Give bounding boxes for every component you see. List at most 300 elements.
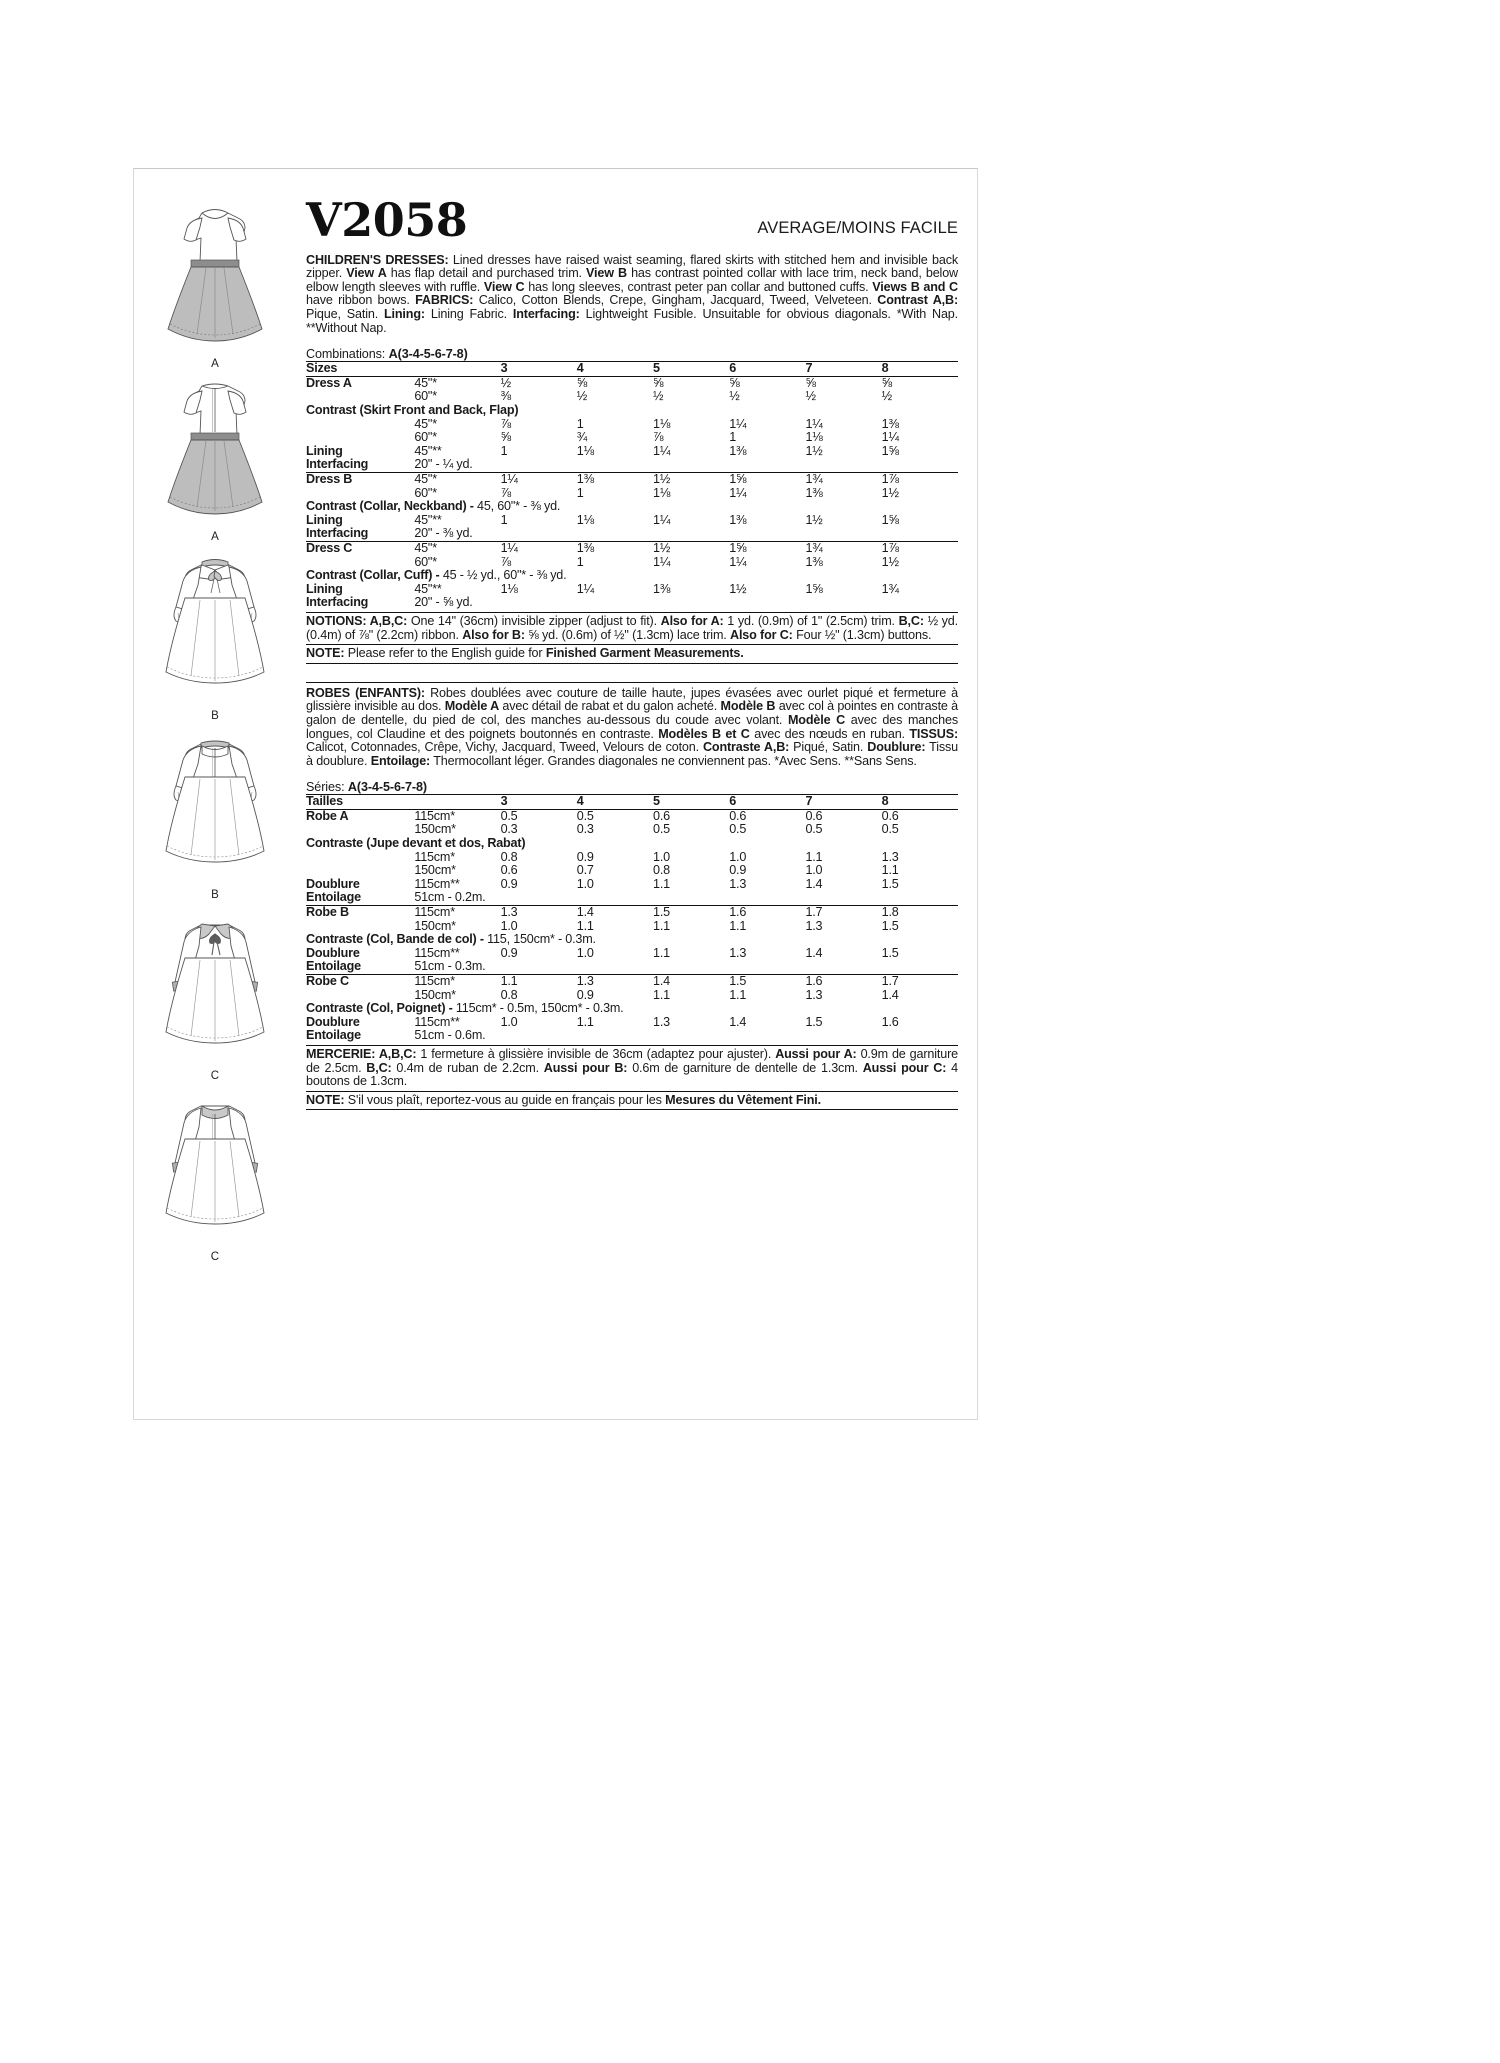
row-label: Dress B <box>306 472 353 486</box>
column-header-size-3: 3 <box>500 794 508 809</box>
row-value: 1¼ <box>729 485 747 500</box>
row-value <box>653 458 729 472</box>
row-value: 1 <box>500 443 508 458</box>
dress-b-front-drawing <box>140 543 290 709</box>
row-value: 1¼ <box>729 416 747 431</box>
row-value: 0.8 <box>500 849 518 864</box>
row-value <box>805 1029 881 1043</box>
row-fabric-width: 45"** <box>414 581 442 596</box>
table-row <box>306 989 958 1003</box>
row-value <box>501 527 577 541</box>
row-value: ⅞ <box>500 554 511 569</box>
view-label-a-front: A <box>211 358 219 370</box>
row-fabric-width: 45"** <box>414 512 442 527</box>
illustration-column <box>134 169 296 1419</box>
row-value: 1.0 <box>500 918 518 933</box>
row-value: 1¼ <box>500 472 518 486</box>
row-value: 1.0 <box>653 849 670 864</box>
dress-a-front-drawing <box>140 197 290 357</box>
dress-a-back-drawing <box>140 370 290 530</box>
row-value <box>653 596 729 610</box>
note-english: NOTE: Please refer to the English guide for Finished Garment Measurements. <box>306 644 958 664</box>
row-value: 0.9 <box>576 987 594 1002</box>
view-illustration-b-back <box>134 722 296 901</box>
dress-c-front-drawing <box>140 901 290 1069</box>
row-value: ½ <box>500 375 511 390</box>
row-fabric-width: 115cm** <box>414 945 460 960</box>
table-row <box>306 1016 958 1030</box>
table-row <box>306 376 958 390</box>
row-value: 1.3 <box>881 849 899 864</box>
row-fabric-width: 60"* <box>414 389 437 404</box>
row-value: 1.1 <box>653 987 670 1002</box>
column-header-width <box>414 362 500 377</box>
row-value: 1.4 <box>805 876 823 891</box>
row-fabric-width: 20" - ⅝ yd. <box>414 595 473 610</box>
dress-b-back-drawing <box>140 722 290 888</box>
span-row-text: Contrast (Collar, Neckband) - 45, 60"* - ⅜ yd. <box>306 499 561 514</box>
row-value: 1⅛ <box>576 443 594 458</box>
row-value: 1.4 <box>881 987 899 1002</box>
table-row <box>306 418 958 432</box>
row-value: 0.5 <box>881 822 899 837</box>
pattern-envelope-back <box>133 168 978 1420</box>
row-label: Interfacing <box>306 595 369 610</box>
row-value: 1.1 <box>805 849 823 864</box>
english-description: CHILDREN'S DRESSES: Lined dresses have raised waist seaming, flared skirts with stitched hem and invisible back zipper. View A has flap detail and purchased trim. View B has contrast pointed collar with lace trim, neck band, below elbow length sleeves with ruffle. View C has long sleeves, contrast peter pan collar and buttoned cuffs. Views B and C have ribbon bows. FABRICS: Calico, Cotton Blends, Crepe, Gingham, Jacquard, Tweed, Velveteen. Contrast A,B: Pique, Satin. Lining: Lining Fabric. Interfacing: Lightweight Fusible. Unsuitable for obvious diagonals. *With Nap. **Without Nap. <box>306 252 959 335</box>
column-header-size-7: 7 <box>805 361 813 376</box>
row-value: 1¾ <box>881 581 899 596</box>
table-row <box>306 556 958 570</box>
row-value <box>501 1029 577 1043</box>
row-value: 0.5 <box>729 822 747 837</box>
row-fabric-width: 150cm* <box>414 822 456 837</box>
row-value: 1 <box>576 416 584 431</box>
row-value: 0.8 <box>653 863 670 878</box>
row-value: 1¼ <box>729 554 747 569</box>
row-label <box>306 487 414 501</box>
row-value: 1.0 <box>805 863 823 878</box>
row-label <box>306 864 414 878</box>
row-value: 1.3 <box>576 974 594 988</box>
dress-c-back-drawing <box>140 1082 290 1250</box>
note-french: NOTE: S'il vous plaît, reportez-vous au guide en français pour les Mesures du Vêtement Fini. <box>306 1091 958 1111</box>
notions-english: NOTIONS: A,B,C: One 14" (36cm) invisible zipper (adjust to fit). Also for A: 1 yd. (0.9m) of 1" (2.5cm) trim. B,C: ½ yd. (0.4m) of ⅞" (2.2cm) ribbon. Also for B: ⅝ yd. (0.6m) of ½" (1.3cm) lace trim. Also for C: Four ½" (1.3cm) buttons. <box>306 613 958 642</box>
row-label: Interfacing <box>306 526 369 541</box>
table-row <box>306 809 958 823</box>
row-value: 0.6 <box>805 808 823 823</box>
row-value: 0.6 <box>500 863 518 878</box>
row-value: 0.6 <box>653 808 670 823</box>
view-label-a-back: A <box>211 531 219 543</box>
column-header-size-6: 6 <box>729 361 737 376</box>
column-header-size-8: 8 <box>881 361 889 376</box>
row-value: ½ <box>805 389 816 404</box>
row-label: Doublure <box>306 1014 360 1029</box>
row-value: 1.1 <box>729 918 747 933</box>
row-fabric-width: 45"* <box>414 375 437 390</box>
row-fabric-width: 115cm** <box>414 1014 460 1029</box>
row-label <box>306 851 414 865</box>
row-value: ½ <box>881 389 892 404</box>
row-value: 1½ <box>881 554 899 569</box>
row-value: 1⅝ <box>881 512 899 527</box>
row-value <box>882 1029 958 1043</box>
view-label-b-front: B <box>211 710 219 722</box>
row-value: ⅝ <box>500 430 511 445</box>
english-yardage-table <box>306 361 958 610</box>
row-fabric-width: 45"* <box>414 416 437 431</box>
view-label-c-front: C <box>210 1070 220 1082</box>
row-value: ⅝ <box>805 375 816 390</box>
row-value: 1⅞ <box>881 540 899 555</box>
row-value <box>501 960 577 974</box>
row-value <box>882 596 958 610</box>
row-value <box>805 458 881 472</box>
row-value: 0.6 <box>881 808 899 823</box>
content-column <box>306 193 959 1110</box>
row-value: 1¾ <box>805 540 823 555</box>
row-label: Entoilage <box>306 959 361 974</box>
row-value: 1½ <box>653 540 671 555</box>
row-value: 1.0 <box>729 849 747 864</box>
table-header-row <box>306 362 958 377</box>
table-row <box>306 541 958 555</box>
column-header-size-5: 5 <box>653 361 660 376</box>
row-value: 1.1 <box>653 945 670 960</box>
row-value: 0.9 <box>729 863 747 878</box>
column-header-size-3: 3 <box>500 361 508 376</box>
row-value: 1.4 <box>729 1014 747 1029</box>
row-value <box>882 891 958 905</box>
span-row-text: Contraste (Jupe devant et dos, Rabat) <box>306 836 526 851</box>
row-value: 1.6 <box>729 905 747 920</box>
table-row <box>306 431 958 445</box>
row-value <box>653 1029 729 1043</box>
row-fabric-width: 60"* <box>414 554 437 569</box>
column-header-label: Sizes <box>306 361 338 376</box>
row-value: 1½ <box>653 472 671 486</box>
row-value: 1¼ <box>653 443 671 458</box>
row-value: 1⅝ <box>881 443 899 458</box>
row-fabric-width: 60"* <box>414 430 437 445</box>
row-value <box>729 891 805 905</box>
table-row <box>306 891 958 905</box>
row-fabric-width: 115cm* <box>414 974 455 988</box>
row-value: 1.1 <box>881 863 899 878</box>
row-value <box>729 458 805 472</box>
table-span-row <box>306 404 958 418</box>
column-header-size-4: 4 <box>576 361 584 376</box>
row-value <box>577 1029 653 1043</box>
row-value: 1⅜ <box>729 512 747 527</box>
row-value: 0.5 <box>576 808 594 823</box>
table-row <box>306 527 958 541</box>
column-header-size-5: 5 <box>653 794 660 809</box>
row-value: 1.1 <box>500 974 518 988</box>
row-label <box>306 390 414 404</box>
view-label-c-back: C <box>210 1251 220 1263</box>
table-span-row <box>306 933 958 947</box>
row-value <box>882 527 958 541</box>
row-value: ⅝ <box>653 375 664 390</box>
view-illustration-a-front <box>134 197 296 370</box>
column-header-size-7: 7 <box>805 794 813 809</box>
row-label <box>306 823 414 837</box>
view-illustration-c-back <box>134 1082 296 1263</box>
row-value <box>577 596 653 610</box>
row-value <box>882 458 958 472</box>
row-value: 1.6 <box>881 1014 899 1029</box>
table-row <box>306 487 958 501</box>
row-label: Dress A <box>306 375 352 390</box>
row-value: 1.4 <box>653 974 670 988</box>
row-fabric-width: 60"* <box>414 485 437 500</box>
table-row <box>306 583 958 597</box>
row-value: 1¼ <box>653 554 671 569</box>
row-value: 1.3 <box>729 945 747 960</box>
table-span-row <box>306 569 958 583</box>
table-span-row <box>306 1002 958 1016</box>
row-value: 1.5 <box>653 905 670 920</box>
row-value: 1.1 <box>653 918 670 933</box>
table-row <box>306 390 958 404</box>
row-value: ⅞ <box>500 485 511 500</box>
row-value: 1.0 <box>576 945 594 960</box>
table-row <box>306 878 958 892</box>
row-fabric-width: 150cm* <box>414 863 456 878</box>
table-row <box>306 445 958 459</box>
french-description: ROBES (ENFANTS): Robes doublées avec couture de taille haute, jupes évasées avec ourlet piqué et fermeture à glissière invisible au dos. Modèle A avec détail de rabat et du galon acheté. Modèle B avec col à pointes en contraste à galon de dentelle, du pied de col, des manches au-dessous du coude avec volant. Modèle C avec des manches longues, col Claudine et des poignets boutonnés en contraste. Modèles B et C avec des nœuds en ruban. TISSUS: Calicot, Cotonnades, Crêpe, Vichy, Jacquard, Tweed, Velours de coton. Contraste A,B: Piqué, Satin. Doublure: Tissu à doublure. Entoilage: Thermocollant léger. Grandes diagonales ne conviennent pas. *Avec Sens. **Sans Sens. <box>306 682 958 769</box>
row-value: 1⅞ <box>881 472 899 486</box>
row-value: 1.1 <box>653 876 670 891</box>
row-value <box>805 527 881 541</box>
row-value: 1⅛ <box>653 485 671 500</box>
series-value: A(3-4-5-6-7-8) <box>347 780 427 795</box>
view-illustration-a-back <box>134 370 296 543</box>
row-value: 1.5 <box>805 1014 823 1029</box>
row-value: 0.5 <box>653 822 670 837</box>
row-fabric-width: 20" - ¼ yd. <box>414 457 473 472</box>
table-row <box>306 596 958 610</box>
row-fabric-width: 150cm* <box>414 918 456 933</box>
column-header-label: Tailles <box>306 794 343 809</box>
column-header-size-4: 4 <box>576 794 584 809</box>
row-value: 1.5 <box>881 876 899 891</box>
row-value: ½ <box>729 389 740 404</box>
row-label <box>306 556 414 570</box>
combinations-line <box>306 347 958 361</box>
row-value: 0.7 <box>576 863 594 878</box>
row-value: 1.4 <box>805 945 823 960</box>
row-value: 0.9 <box>500 945 518 960</box>
row-value <box>653 960 729 974</box>
row-value: 0.5 <box>805 822 823 837</box>
row-value: 1⅛ <box>500 581 518 596</box>
table-row <box>306 473 958 487</box>
row-value <box>577 527 653 541</box>
table-row <box>306 1029 958 1043</box>
row-value: 0.9 <box>500 876 518 891</box>
row-label: Robe A <box>306 808 349 823</box>
row-value: 1 <box>500 512 508 527</box>
row-value: 1¼ <box>653 512 671 527</box>
row-value <box>653 527 729 541</box>
row-value: 1.5 <box>881 945 899 960</box>
series-line <box>306 780 958 794</box>
row-label <box>306 418 414 432</box>
span-row-text: Contrast (Collar, Cuff) - 45 - ½ yd., 60"* - ⅜ yd. <box>306 568 567 583</box>
row-value: 1.0 <box>576 876 594 891</box>
row-value <box>577 960 653 974</box>
table-row <box>306 947 958 961</box>
row-value: 1⅝ <box>805 581 823 596</box>
row-label: Entoilage <box>306 1028 361 1043</box>
row-value <box>805 596 881 610</box>
row-label: Entoilage <box>306 890 361 905</box>
row-value <box>653 891 729 905</box>
row-label <box>306 920 414 934</box>
table-row <box>306 458 958 472</box>
table-header-row <box>306 795 958 810</box>
row-value: ⅝ <box>576 375 588 390</box>
row-value: ⅝ <box>729 375 740 390</box>
row-label: Doublure <box>306 876 360 891</box>
row-value: 0.6 <box>729 808 747 823</box>
view-illustration-b-front <box>134 543 296 722</box>
row-value: 1⅜ <box>576 540 594 555</box>
row-value: 1⅝ <box>729 540 747 555</box>
row-value: 1¼ <box>500 540 518 555</box>
row-value <box>882 960 958 974</box>
span-row-text: Contraste (Col, Poignet) - 115cm* - 0.5m, 150cm* - 0.3m. <box>306 1001 624 1016</box>
row-fabric-width: 45"** <box>414 443 442 458</box>
row-value <box>577 458 653 472</box>
row-fabric-width: 51cm - 0.6m. <box>414 1028 486 1043</box>
row-label: Lining <box>306 443 343 458</box>
row-value: 1⅜ <box>653 581 671 596</box>
view-illustration-c-front <box>134 901 296 1082</box>
row-value: 1.1 <box>576 918 594 933</box>
row-value: 1⅜ <box>805 485 823 500</box>
row-label: Lining <box>306 512 343 527</box>
row-value: 1.1 <box>729 987 747 1002</box>
table-row <box>306 975 958 989</box>
row-value: 0.9 <box>576 849 594 864</box>
row-value <box>501 891 577 905</box>
row-value: 1⅝ <box>729 472 747 486</box>
row-label: Interfacing <box>306 457 369 472</box>
row-value: 1⅜ <box>729 443 747 458</box>
row-value: 1.3 <box>653 1014 670 1029</box>
notions-french: MERCERIE: A,B,C: 1 fermeture à glissière invisible de 36cm (adaptez pour ajuster). Aussi pour A: 0.9m de garniture de 2.5cm. B,C: 0.4m de ruban de 2.2cm. Aussi pour B: 0.6m de garniture de dentelle de 1.3cm. Aussi pour C: 4 boutons de 1.3cm. <box>306 1046 959 1089</box>
row-value: 1.6 <box>805 974 823 988</box>
row-value: 1 <box>576 554 584 569</box>
row-value: 1.5 <box>729 974 747 988</box>
row-value <box>729 1029 805 1043</box>
row-value: 1⅛ <box>653 416 671 431</box>
header-row <box>306 193 958 247</box>
row-fabric-width: 150cm* <box>414 987 456 1002</box>
row-value: 1⅛ <box>805 430 823 445</box>
row-value <box>729 527 805 541</box>
difficulty-label: AVERAGE/MOINS FACILE <box>757 218 958 237</box>
row-label: Robe B <box>306 905 349 920</box>
row-value: ⅞ <box>500 416 511 431</box>
row-value: ⅞ <box>653 430 664 445</box>
table-row <box>306 514 958 528</box>
table-row <box>306 920 958 934</box>
row-value: 1¼ <box>805 416 823 431</box>
table-row <box>306 960 958 974</box>
row-value: 1.3 <box>500 905 518 920</box>
combinations-label: Combinations: <box>306 347 386 362</box>
row-value: 1.5 <box>881 918 899 933</box>
row-label: Lining <box>306 581 343 596</box>
combinations-value: A(3-4-5-6-7-8) <box>388 347 468 362</box>
row-value: 1.4 <box>576 905 594 920</box>
english-yardage-body <box>306 362 958 610</box>
row-value: 1¼ <box>576 581 594 596</box>
row-value <box>577 891 653 905</box>
row-value: 1½ <box>805 512 823 527</box>
row-value: 1.8 <box>881 905 899 920</box>
column-header-width <box>414 795 500 810</box>
row-value: 1.7 <box>805 905 823 920</box>
row-value <box>805 960 881 974</box>
table-span-row <box>306 837 958 851</box>
row-label <box>306 989 414 1003</box>
row-value: 1¾ <box>805 472 823 486</box>
row-value: 1.3 <box>805 918 823 933</box>
row-fabric-width: 115cm* <box>414 849 455 864</box>
row-label: Doublure <box>306 945 360 960</box>
table-row <box>306 864 958 878</box>
span-row-text: Contrast (Skirt Front and Back, Flap) <box>306 403 519 418</box>
row-value: 0.3 <box>576 822 594 837</box>
row-value: ½ <box>653 389 664 404</box>
row-value: ⅝ <box>881 375 892 390</box>
row-label: Dress C <box>306 540 353 555</box>
row-value: 1⅛ <box>576 512 594 527</box>
column-header-size-6: 6 <box>729 794 737 809</box>
row-value: 1⅜ <box>881 416 899 431</box>
row-value <box>501 596 577 610</box>
row-fabric-width: 51cm - 0.3m. <box>414 959 486 974</box>
table-row <box>306 851 958 865</box>
row-value: ¾ <box>576 430 588 445</box>
french-yardage-body <box>306 795 958 1043</box>
row-fabric-width: 45"* <box>414 472 437 486</box>
row-value: 1.7 <box>881 974 899 988</box>
page-title: V2058 <box>306 193 468 247</box>
series-label: Séries: <box>306 780 345 795</box>
row-value: 1⅜ <box>805 554 823 569</box>
view-label-b-back: B <box>211 889 219 901</box>
row-fabric-width: 115cm** <box>414 876 460 891</box>
row-value: 1.1 <box>576 1014 594 1029</box>
row-fabric-width: 45"* <box>414 540 437 555</box>
row-fabric-width: 115cm* <box>414 808 455 823</box>
french-yardage-table <box>306 794 958 1043</box>
row-value: 1 <box>576 485 584 500</box>
row-value: 1½ <box>729 581 747 596</box>
row-fabric-width: 51cm - 0.2m. <box>414 890 486 905</box>
row-value: 1.3 <box>805 987 823 1002</box>
row-value: 1 <box>729 430 737 445</box>
column-header-size-8: 8 <box>881 794 889 809</box>
row-value: 0.5 <box>500 808 518 823</box>
